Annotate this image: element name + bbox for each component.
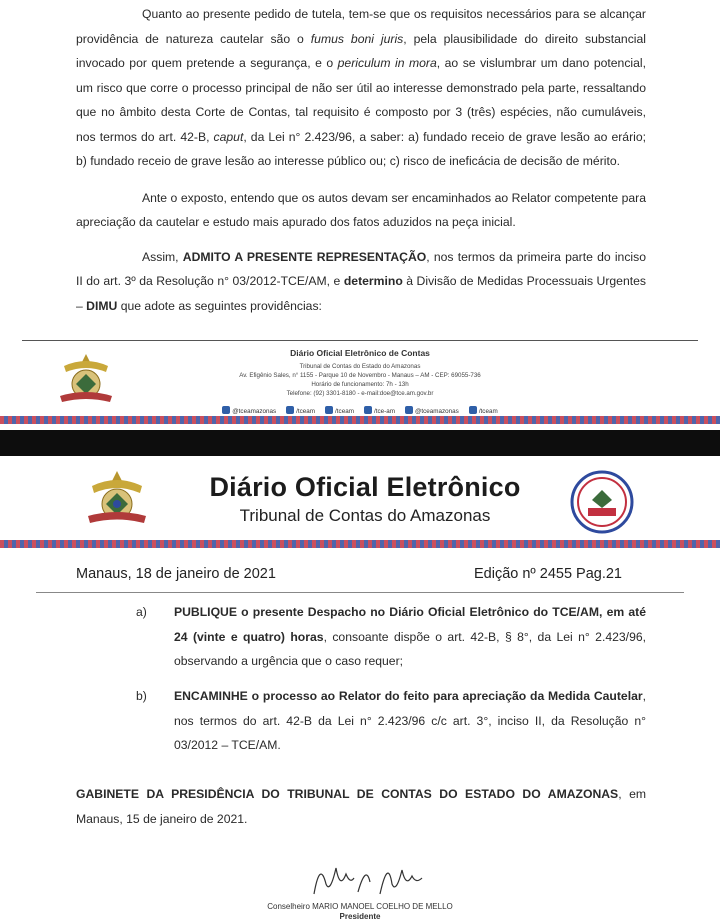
- certification-seal-icon: [570, 470, 634, 534]
- body-text: [76, 2, 646, 330]
- meta-divider: [36, 592, 684, 593]
- instagram-link[interactable]: @tceamazonas: [222, 406, 276, 415]
- paragraph-ante-exposto: Ante o exposto, entendo que os autos devam ser encaminhados ao Relator competente para apreciação da cautelar e estudo mais apurado dos fatos aduzidos na peça inicial.: [76, 190, 646, 229]
- instagram-link-2[interactable]: @tceamazonas: [405, 406, 459, 415]
- current-page: [0, 456, 720, 924]
- tce-coat-of-arms-icon: [50, 350, 122, 410]
- footer-stripe: [0, 416, 720, 424]
- footer-divider: [22, 340, 698, 341]
- list-item: [76, 600, 646, 674]
- facebook-icon: [286, 406, 294, 414]
- issue-date: Manaus, 18 de janeiro de 2021: [76, 566, 276, 582]
- signature-image: [296, 854, 436, 902]
- item-label: b): [136, 689, 147, 703]
- flickr-link[interactable]: /tce-am: [364, 406, 395, 415]
- paragraph-admito: Assim, ADMITO A PRESENTE REPRESENTAÇÃO, nos termos da primeira parte do inciso II do art. 3º da Resolução n° 03/2012-TCE/AM, e determino à Divisão de Medidas Processuais Urgentes – DIMU que adote as seguintes providências:: [76, 249, 646, 313]
- item-text: PUBLIQUE o presente Despacho no Diário Oficial Eletrônico do TCE/AM, em até 24 (vinte e quatro) horas, consoante dispõe o art. 42-B, § 8°, da Lei n° 2.423/96, observando a urgência que o caso requer;: [174, 605, 647, 668]
- footer-org: Tribunal de Contas do Estado do Amazonas: [299, 363, 421, 370]
- edition-page: Edição nº 2455 Pag.21: [474, 566, 622, 582]
- facebook-link[interactable]: /tceam: [286, 406, 315, 415]
- flickr-icon: [364, 406, 372, 414]
- youtube-icon: [469, 406, 477, 414]
- previous-page: [0, 0, 720, 420]
- page-gap: [0, 430, 720, 456]
- signatory-name: Conselheiro MARIO MANOEL COELHO DE MELLO: [267, 902, 453, 911]
- item-label: a): [136, 605, 147, 619]
- instagram-icon: [222, 406, 230, 414]
- closing-paragraph: GABINETE DA PRESIDÊNCIA DO TRIBUNAL DE CONTAS DO ESTADO DO AMAZONAS, em Manaus, 15 de janeiro de 2021.: [76, 787, 647, 826]
- footer-contact: Telefone: (92) 3301-8180 - e-mail:doe@tce.am.gov.br: [286, 390, 434, 397]
- publication-title: Diário Oficial Eletrônico: [209, 472, 521, 502]
- list-item: [76, 684, 646, 758]
- youtube-link[interactable]: /tceam: [469, 406, 498, 415]
- instagram-icon: [405, 406, 413, 414]
- twitter-link[interactable]: /tceam: [325, 406, 354, 415]
- header-stripe: [0, 540, 720, 548]
- signatory-role: Presidente: [339, 912, 381, 921]
- footer-address: Av. Efigênio Sales, n° 1155 - Parque 10 de Novembro - Manaus – AM - CEP: 69055-736: [239, 372, 481, 379]
- footer-hours: Horário de funcionamento: 7h - 13h: [311, 381, 409, 388]
- footer-title: Diário Oficial Eletrônico de Contas: [290, 348, 430, 358]
- publication-subtitle: Tribunal de Contas do Amazonas: [239, 506, 491, 525]
- page-footer: [0, 336, 720, 420]
- paragraph-tutela: Quanto ao presente pedido de tutela, tem-se que os requisitos necessários para se alcançar providência de natureza cautelar são o fumus boni juris, pela plausibilidade do direito substancial invocado por quem pretende a segurança, e o periculum in mora, ao se vislumbrar um dano potencial, um risco que corre o processo principal de não ser útil ao interesse demonstrado pela parte, ressaltando que no âmbito desta Corte de Contas, tal requisito é composto por 3 (três) espécies, não cumuláveis, nos termos do art. 42-B, caput, da Lei n° 2.423/96, a saber: a) fundado receio de grave lesão ao erário; b) fundado receio de grave lesão ao interesse público ou; c) risco de ineficácia de decisão de mérito.: [76, 7, 646, 168]
- social-links: [0, 406, 720, 415]
- twitter-icon: [325, 406, 333, 414]
- item-text: ENCAMINHE o processo ao Relator do feito para apreciação da Medida Cautelar, nos termos do art. 42-B da Lei n° 2.423/96 c/c art. 3°, inciso II, da Resolução n° 03/2012 – TCE/AM.: [174, 689, 646, 752]
